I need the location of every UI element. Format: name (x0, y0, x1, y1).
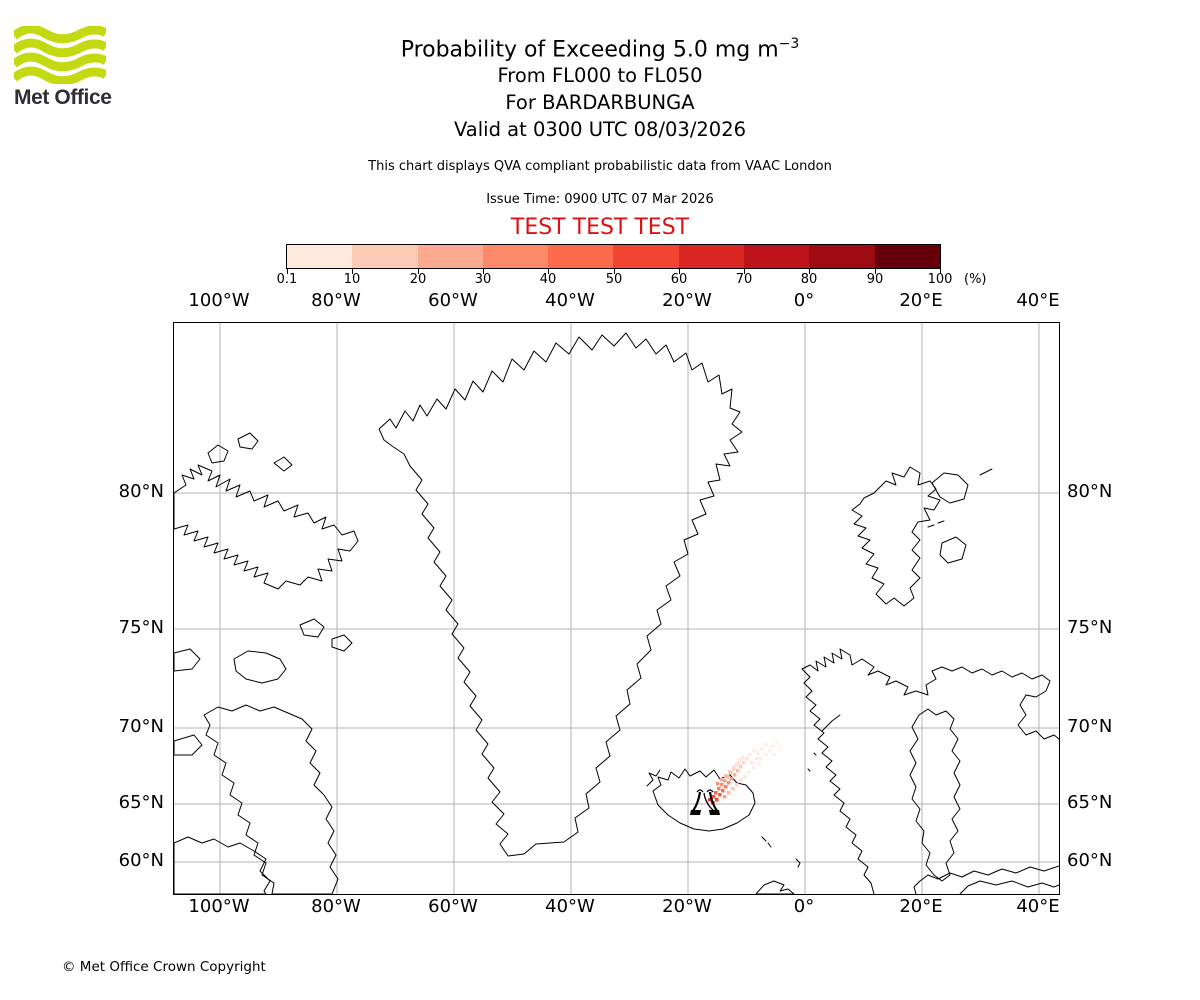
ash-probability-cell (717, 787, 721, 791)
coastline-estonia (960, 881, 1059, 894)
ash-probability-cell (760, 747, 764, 751)
coastline-arctic-islet-2 (238, 433, 258, 449)
coastline-shetland (796, 859, 800, 867)
lon-axis-label-bottom: 20°E (899, 896, 943, 917)
coastline-lofoten (822, 715, 840, 731)
ash-probability-cell (724, 774, 728, 778)
ash-probability-cell (720, 778, 724, 782)
colorbar-segment (352, 245, 417, 268)
colorbar-tick-label: 50 (605, 272, 623, 287)
lon-axis-label-bottom: 40°E (1016, 896, 1060, 917)
lon-axis-label-bottom: 80°W (311, 896, 361, 917)
ash-probability-cell (736, 762, 740, 766)
ash-probability-cell (752, 766, 756, 770)
coastline-iceland (653, 769, 755, 831)
ash-probability-cell (764, 753, 768, 757)
coastline-kvitoya (980, 469, 992, 475)
lon-axis-label-top: 0° (793, 290, 815, 311)
ash-probability-cell (743, 775, 747, 779)
ash-probability-cell (756, 751, 760, 755)
coastline-west-islet-1 (174, 649, 200, 671)
ash-probability-cell (747, 771, 751, 775)
lon-axis-label-bottom: 0° (793, 896, 815, 917)
ash-probability-cell (757, 762, 761, 766)
lon-axis-label-top: 40°E (1016, 290, 1060, 311)
ash-probability-cell (742, 761, 746, 765)
test-banner: TEST TEST TEST (510, 215, 690, 240)
coastline-gulf-of-bothnia (910, 709, 960, 881)
ash-probability-cell (733, 773, 737, 777)
met-office-wordmark: Met Office (14, 86, 112, 109)
coastline-labrador (174, 837, 270, 894)
colorbar-tick-label: 90 (866, 272, 884, 287)
ash-probability-cell (732, 766, 736, 770)
coastline-norway-islets (808, 753, 816, 771)
lon-axis-label-top: 100°W (188, 290, 250, 311)
subtitle-volcano: For BARDARBUNGA (505, 91, 695, 114)
ash-probability-cell (721, 789, 725, 793)
qva-note: This chart displays QVA compliant probabilistic data from VAAC London (368, 159, 832, 174)
ash-probability-cell (716, 782, 720, 786)
coastline-ellesmere (174, 465, 358, 589)
lat-axis-label-right: 70°N (1067, 716, 1113, 737)
lon-axis-label-top: 80°W (311, 290, 361, 311)
lat-axis-label-left: 75°N (118, 617, 164, 638)
subtitle-flight-levels: From FL000 to FL050 (497, 64, 703, 87)
issue-time: Issue Time: 0900 UTC 07 Mar 2026 (486, 192, 714, 207)
ash-probability-cell (728, 770, 732, 774)
colorbar-tick-label: 30 (474, 272, 492, 287)
colorbar-segment (679, 245, 744, 268)
coastline-scotland (756, 881, 794, 894)
colorbar-tick-label: 0.1 (276, 272, 298, 287)
coastline-baffin-island (204, 705, 338, 894)
ash-probability-cell (745, 757, 749, 761)
colorbar-tick-label: 60 (670, 272, 688, 287)
lon-axis-label-bottom: 20°W (662, 896, 712, 917)
ash-probability-cell (736, 769, 740, 773)
colorbar-segment (287, 245, 352, 268)
colorbar-tick-label: 100 (927, 272, 953, 287)
ash-probability-cell (752, 749, 756, 753)
colorbar-segment (418, 245, 483, 268)
lat-axis-label-right: 60°N (1067, 850, 1113, 871)
colorbar-segment (809, 245, 874, 268)
colorbar-segment (613, 245, 678, 268)
coastline-scandinavia-north (802, 649, 1059, 894)
copyright-notice: © Met Office Crown Copyright (62, 959, 266, 975)
lon-axis-label-bottom: 40°W (545, 896, 595, 917)
lat-axis-label-left: 60°N (118, 850, 164, 871)
colorbar-tick-label: 20 (409, 272, 427, 287)
colorbar-segment (744, 245, 809, 268)
coastline-somerset (332, 635, 352, 651)
coastline-spitsbergen (852, 467, 940, 606)
coastline-nordaustlandet (932, 473, 968, 503)
ash-probability-cell (720, 783, 724, 787)
lat-axis-label-left: 80°N (118, 481, 164, 502)
colorbar-tick-label: 10 (343, 272, 361, 287)
ash-probability-cell (775, 741, 779, 745)
ash-probability-cell (739, 779, 743, 783)
colorbar-segment (875, 245, 940, 268)
ash-probability-cell (730, 777, 734, 781)
ash-probability-cell (735, 783, 739, 787)
lat-axis-label-left: 65°N (118, 792, 164, 813)
lon-axis-label-bottom: 60°W (428, 896, 478, 917)
coastline-arctic-islet-3 (274, 457, 292, 471)
map-canvas (174, 323, 1059, 894)
ash-probability-cell (723, 779, 727, 783)
ash-probability-cell (740, 758, 744, 762)
ash-plume (708, 741, 783, 805)
coastline-west-islet-2 (174, 735, 202, 755)
ash-probability-cell (723, 795, 727, 799)
ash-probability-cell (759, 757, 763, 761)
ash-probability-cell (739, 765, 743, 769)
ash-probability-cell (772, 753, 776, 757)
ash-probability-cell (727, 781, 731, 785)
lon-axis-label-top: 20°W (662, 290, 712, 311)
ash-probability-cell (750, 761, 754, 765)
ash-probability-cell (718, 793, 722, 797)
coastline-gulf-of-finland (914, 866, 1059, 894)
lat-axis-label-right: 80°N (1067, 481, 1113, 502)
colorbar-tick-label: 70 (735, 272, 753, 287)
title-text: Probability of Exceeding 5.0 mg m (400, 37, 779, 63)
colorbar-tick-label: 80 (800, 272, 818, 287)
lon-axis-label-top: 40°W (545, 290, 595, 311)
colorbar-unit-label: (%) (964, 272, 987, 287)
ash-probability-cell (724, 785, 728, 789)
lon-axis-label-top: 60°W (428, 290, 478, 311)
coastline-svalbard-islets (928, 521, 944, 527)
ash-probability-cell (768, 749, 772, 753)
colorbar-segment (548, 245, 613, 268)
gridlines (174, 323, 1059, 894)
colorbar-tick-label: 40 (539, 272, 557, 287)
ash-probability-cell (741, 755, 745, 759)
ash-probability-cell (764, 743, 768, 747)
ash-probability-cell (712, 795, 716, 799)
ash-probability-cell (731, 787, 735, 791)
ash-probability-cell (727, 791, 731, 795)
coastline-cornwallis (300, 619, 324, 637)
page-title (0, 30, 1200, 64)
colorbar-segment (483, 245, 548, 268)
lat-axis-label-right: 65°N (1067, 792, 1113, 813)
subtitle-block (0, 62, 1200, 143)
ash-probability-cell (779, 747, 783, 751)
ash-probability-cell (755, 757, 759, 761)
map-frame (173, 322, 1060, 895)
ash-probability-cell (714, 791, 718, 795)
lon-axis-label-bottom: 100°W (188, 896, 250, 917)
title-exponent: −3 (778, 36, 800, 52)
lat-axis-label-left: 70°N (118, 716, 164, 737)
coastline-devon-island (234, 651, 286, 683)
subtitle-valid-time: Valid at 0300 UTC 08/03/2026 (453, 118, 747, 141)
colorbar (287, 245, 940, 268)
coastlines (174, 333, 1059, 894)
ash-probability-cell (748, 753, 752, 757)
coastline-arctic-islet-1 (208, 445, 228, 463)
coastline-edgeoya (940, 537, 966, 563)
lon-axis-label-top: 20°E (899, 290, 943, 311)
ash-probability-cell (771, 745, 775, 749)
lat-axis-label-right: 75°N (1067, 617, 1113, 638)
coastline-faroe (762, 837, 771, 847)
ash-probability-cell (715, 798, 719, 802)
